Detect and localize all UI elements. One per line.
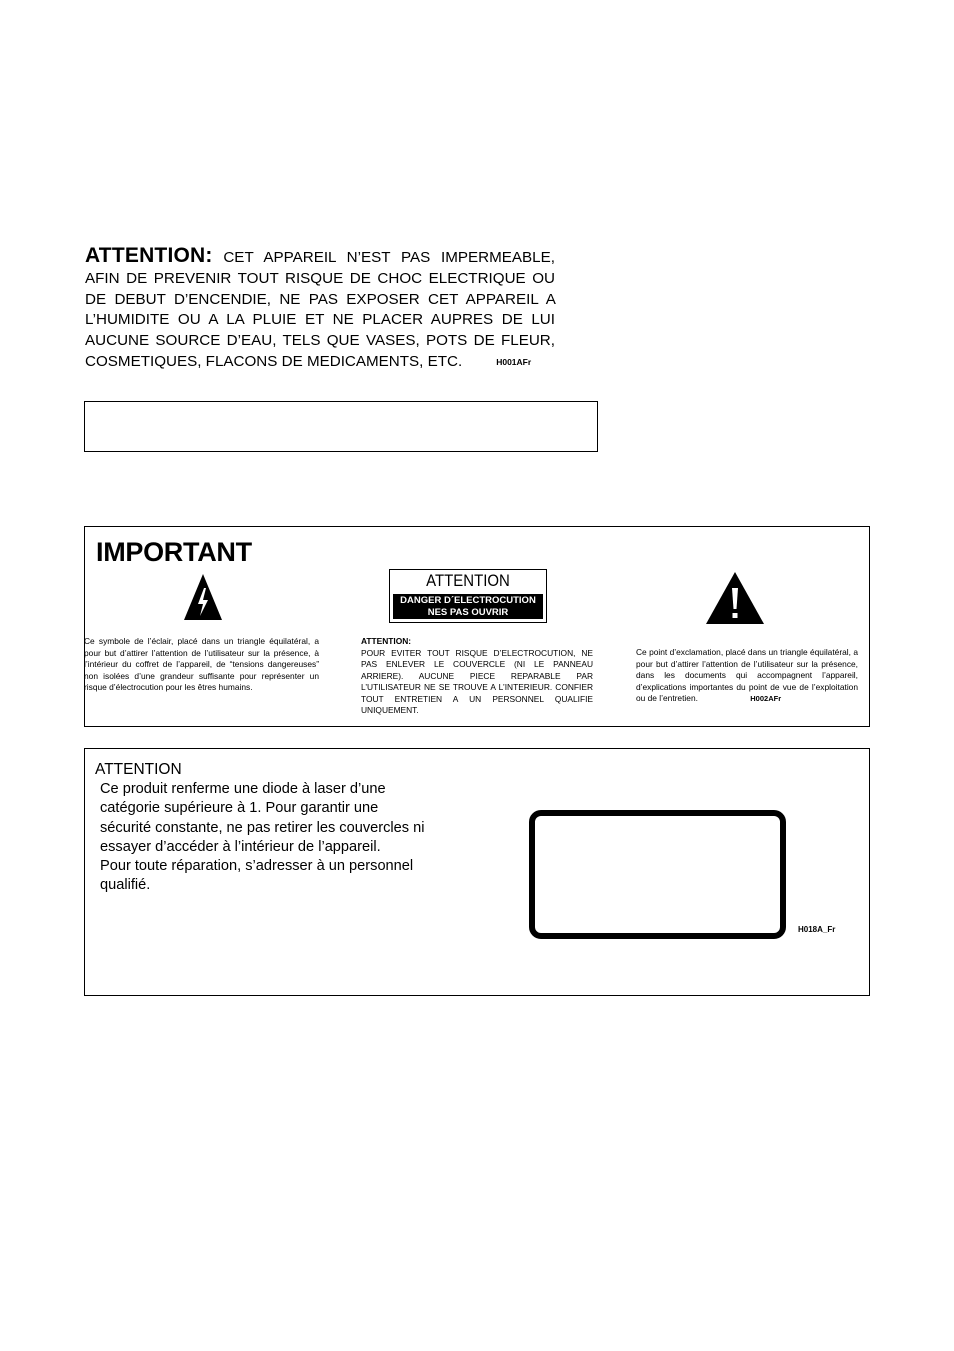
attention-paragraph	[85, 246, 555, 373]
attention-line: COSMETIQUES, FLACONS DE MEDICAMENTS, ETC.	[85, 352, 463, 370]
attention-line: AUCUNE SOURCE D’EAU, TELS QUE VASES, POTS DE FLEUR,	[85, 332, 555, 350]
empty-frame	[84, 401, 598, 452]
reference-code: H018A_Fr	[798, 925, 836, 934]
exclamation-explanation-body: Ce point d’exclamation, placé dans un triangle équilatéral, a pour but d’attirer l’attention de l’utilisateur sur la présence, dans les documents qui accompagnent l’appareil, d’explications importantes du point de vue de l’exploitation ou de l’entretien.	[636, 647, 858, 703]
shock-warning-body: POUR EVITER TOUT RISQUE D’ELECTROCUTION, NE PAS ENLEVER LE COUVERCLE (NI LE PANNEAU ARRIERE). AUCUNE PIECE REPARABLE PAR L’UTILISATEUR NE SE TROUVE A L’INTERIEUR. CONFIER TOUT ENTRETIEN A UN PERSONNEL QUALIFIE UNIQUEMENT.	[361, 647, 593, 715]
attention-heading: ATTENTION:	[85, 244, 213, 267]
warning-label	[389, 569, 547, 623]
laser-text	[100, 780, 460, 896]
laser-line: qualifié.	[100, 877, 151, 894]
reference-code: H002AFr	[750, 694, 782, 703]
exclamation-triangle-icon	[705, 571, 765, 625]
exclamation-explanation	[636, 647, 858, 705]
attention-line: AFIN DE PREVENIR TOUT RISQUE DE CHOC ELECTRIQUE OU DE	[85, 269, 555, 308]
warning-label-line: NES PAS OUVRIR	[427, 606, 509, 618]
warning-label-line: DANGER D´ELECTROCUTION	[400, 595, 536, 606]
laser-line: essayer d’accéder à l’intérieur de l’appareil.	[100, 838, 381, 855]
laser-line: sécurité constante, ne pas retirer les couvercles ni	[100, 819, 425, 836]
laser-title: ATTENTION	[95, 761, 182, 778]
attention-line: L’HUMIDITE OU A LA PLUIE ET NE PLACER AUPRES DE LUI	[85, 311, 555, 329]
lightning-explanation: Ce symbole de l’éclair, placé dans un triangle équilatéral, a pour but d’attirer l’attention de l’utilisateur sur la présence, à l’intérieur du coffret de l’appareil, de “tensions dangereuses” non isolées d’une grandeur suffisante pour représenter un risque d’électrocution pour les êtres humains.	[84, 636, 319, 692]
laser-line: catégorie supérieure à 1. Pour garantir une	[100, 800, 379, 817]
warning-label-title: ATTENTION	[426, 571, 510, 590]
laser-line: Ce produit renferme une diode à laser d’une	[100, 781, 386, 797]
reference-code: H001AFr	[496, 356, 532, 367]
important-title: IMPORTANT	[96, 537, 252, 567]
attention-line: CET APPAREIL N’EST PAS IMPERMEABLE,	[223, 249, 555, 266]
shock-warning-text	[361, 636, 593, 717]
attention-line: DEBUT D’ENCENDIE, NE PAS EXPOSER CET APPAREIL A	[114, 290, 555, 308]
laser-line: Pour toute réparation, s’adresser à un personnel	[100, 858, 414, 875]
important-box	[84, 526, 870, 727]
laser-label-frame	[529, 810, 786, 939]
warning-label-band	[393, 594, 543, 619]
lightning-triangle-icon	[183, 573, 223, 621]
laser-box	[84, 748, 870, 996]
shock-warning-heading: ATTENTION:	[361, 636, 412, 646]
